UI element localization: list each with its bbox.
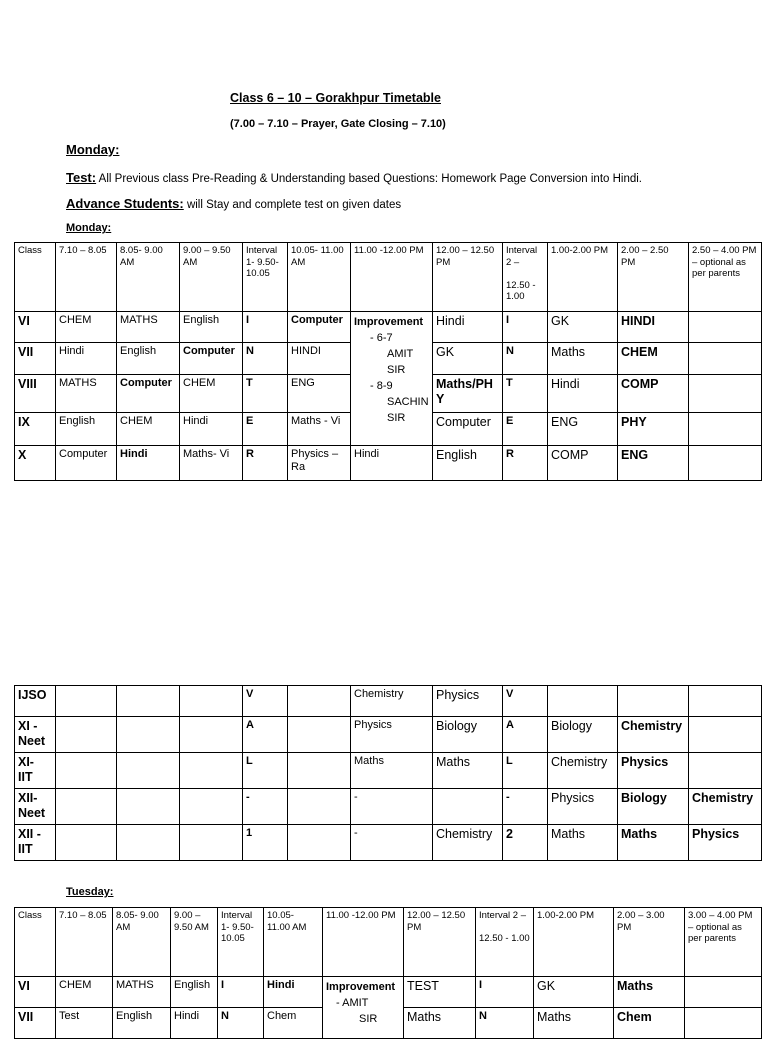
table-cell: English bbox=[117, 343, 180, 375]
header-cell: 2.50 – 4.00 PM – optional as per parents bbox=[689, 243, 762, 312]
class-cell: VII bbox=[15, 343, 56, 375]
class-cell: VI bbox=[15, 312, 56, 343]
table-cell: Hindi bbox=[56, 343, 117, 375]
header-row bbox=[15, 243, 762, 312]
table-cell: Maths bbox=[618, 825, 689, 861]
interval-cell: - bbox=[243, 789, 288, 825]
interval-cell: L bbox=[243, 753, 288, 789]
interval-cell: T bbox=[503, 375, 548, 413]
table-cell bbox=[180, 825, 243, 861]
header-cell: 1.00-2.00 PM bbox=[548, 243, 618, 312]
header-cell: 3.00 – 4.00 PM – optional as per parents bbox=[685, 908, 762, 977]
table-cell: CHEM bbox=[117, 413, 180, 446]
table-row bbox=[15, 753, 762, 789]
table-cell: Chemistry bbox=[433, 825, 503, 861]
table-cell bbox=[689, 753, 762, 789]
improvement-line: SACHIN bbox=[387, 396, 429, 408]
table-cell: Maths bbox=[614, 977, 685, 1008]
table-cell bbox=[180, 717, 243, 753]
table-cell: HINDI bbox=[618, 312, 689, 343]
interval-cell: R bbox=[503, 446, 548, 481]
interval-cell: I bbox=[243, 312, 288, 343]
table-row bbox=[15, 977, 762, 1008]
improvement-title: Improvement bbox=[326, 981, 396, 993]
header-cell: 10.05- 11.00 AM bbox=[264, 908, 323, 977]
table-cell: Hindi bbox=[433, 312, 503, 343]
header-cell: Interval 1- 9.50- 10.05 bbox=[243, 243, 288, 312]
table-cell: HINDI bbox=[288, 343, 351, 375]
class-cell: IJSO bbox=[15, 686, 56, 717]
table-cell: Maths/PHY bbox=[433, 375, 503, 413]
table-cell bbox=[56, 753, 117, 789]
tuesday-table-label: Tuesday: bbox=[66, 886, 114, 898]
table-cell: Biology bbox=[433, 717, 503, 753]
header-cell: 9.00 – 9.50 AM bbox=[180, 243, 243, 312]
table-cell: CHEM bbox=[618, 343, 689, 375]
table-cell: Hindi bbox=[351, 446, 433, 481]
interval-cell: A bbox=[503, 717, 548, 753]
header-cell: Class bbox=[15, 243, 56, 312]
header-cell: 2.00 – 2.50 PM bbox=[618, 243, 689, 312]
table-cell: Chem bbox=[264, 1008, 323, 1039]
table-cell: MATHS bbox=[56, 375, 117, 413]
table-cell: Maths bbox=[534, 1008, 614, 1039]
header-cell: 10.05- 11.00 AM bbox=[288, 243, 351, 312]
header-row bbox=[15, 908, 762, 977]
header-cell: 2.00 – 3.00 PM bbox=[614, 908, 685, 977]
table-cell bbox=[117, 717, 180, 753]
header-cell: 8.05- 9.00 AM bbox=[113, 908, 171, 977]
interval-cell: R bbox=[243, 446, 288, 481]
interval-cell: - bbox=[503, 789, 548, 825]
header-cell: 8.05- 9.00 AM bbox=[117, 243, 180, 312]
table-cell bbox=[689, 717, 762, 753]
table-cell: Biology bbox=[548, 717, 618, 753]
improvement-line: SIR bbox=[387, 364, 406, 376]
header-cell: 7.10 – 8.05 bbox=[56, 908, 113, 977]
interval-cell: I bbox=[503, 312, 548, 343]
table-cell: CHEM bbox=[56, 977, 113, 1008]
table-cell bbox=[548, 686, 618, 717]
class-cell: VII bbox=[15, 1008, 56, 1039]
improvement-line: SIR bbox=[359, 1013, 378, 1025]
class-cell: VIII bbox=[15, 375, 56, 413]
improvement-title: Improvement bbox=[354, 316, 424, 328]
table-cell: TEST bbox=[404, 977, 476, 1008]
monday-timetable bbox=[14, 242, 762, 481]
class-cell: X bbox=[15, 446, 56, 481]
table-cell: GK bbox=[433, 343, 503, 375]
interval-cell: E bbox=[243, 413, 288, 446]
page-title: Class 6 – 10 – Gorakhpur Timetable bbox=[230, 91, 441, 105]
table-cell: Maths bbox=[548, 825, 618, 861]
header-cell: Interval 2 – 12.50 - 1.00 bbox=[476, 908, 534, 977]
header-cell: 11.00 -12.00 PM bbox=[323, 908, 404, 977]
table-cell: Hindi bbox=[548, 375, 618, 413]
table-cell bbox=[117, 686, 180, 717]
table-cell bbox=[689, 446, 762, 481]
class-cell: XII - IIT bbox=[15, 825, 56, 861]
table-cell: Maths bbox=[351, 753, 433, 789]
table-cell: Computer bbox=[288, 312, 351, 343]
table-cell bbox=[180, 753, 243, 789]
table-cell: CHEM bbox=[180, 375, 243, 413]
table-cell: - bbox=[351, 825, 433, 861]
table-cell: English bbox=[171, 977, 218, 1008]
table-cell: CHEM bbox=[56, 312, 117, 343]
class-cell: IX bbox=[15, 413, 56, 446]
table-row bbox=[15, 446, 762, 481]
table-cell: Computer bbox=[56, 446, 117, 481]
class-cell: VI bbox=[15, 977, 56, 1008]
test-text: All Previous class Pre-Reading & Understanding based Questions: Homework Page Conversion into Hindi. bbox=[96, 173, 642, 185]
interval-cell: N bbox=[243, 343, 288, 375]
table-row bbox=[15, 717, 762, 753]
table-cell: Physics bbox=[548, 789, 618, 825]
table-cell: Chemistry bbox=[689, 789, 762, 825]
table-cell: Chemistry bbox=[548, 753, 618, 789]
header-cell: 7.10 – 8.05 bbox=[56, 243, 117, 312]
table-cell bbox=[618, 686, 689, 717]
table-cell: Test bbox=[56, 1008, 113, 1039]
improvement-cell bbox=[323, 977, 404, 1039]
table-cell: Hindi bbox=[180, 413, 243, 446]
table-cell: Maths- Vi bbox=[180, 446, 243, 481]
interval-cell: 2 bbox=[503, 825, 548, 861]
interval-cell: N bbox=[218, 1008, 264, 1039]
table-cell: COMP bbox=[618, 375, 689, 413]
table-cell bbox=[180, 686, 243, 717]
table-cell: Computer bbox=[180, 343, 243, 375]
table-cell: English bbox=[180, 312, 243, 343]
table-cell bbox=[689, 343, 762, 375]
table-cell: Chemistry bbox=[618, 717, 689, 753]
header-cell: 12.00 – 12.50 PM bbox=[433, 243, 503, 312]
table-cell bbox=[56, 825, 117, 861]
table-cell: COMP bbox=[548, 446, 618, 481]
table-cell: English bbox=[113, 1008, 171, 1039]
header-cell: 11.00 -12.00 PM bbox=[351, 243, 433, 312]
table-cell bbox=[56, 789, 117, 825]
monday-table-label: Monday: bbox=[66, 222, 112, 234]
table-cell bbox=[117, 825, 180, 861]
table-cell: Hindi bbox=[171, 1008, 218, 1039]
table-cell: Maths bbox=[404, 1008, 476, 1039]
tuesday-timetable bbox=[14, 907, 762, 1039]
improvement-cell bbox=[351, 312, 433, 446]
header-cell: Class bbox=[15, 908, 56, 977]
header-cell: 12.00 – 12.50 PM bbox=[404, 908, 476, 977]
table-cell: Computer bbox=[433, 413, 503, 446]
table-cell bbox=[685, 1008, 762, 1039]
table-cell: MATHS bbox=[113, 977, 171, 1008]
interval-cell: N bbox=[503, 343, 548, 375]
interval-cell: V bbox=[503, 686, 548, 717]
table-cell bbox=[288, 789, 351, 825]
class-cell: XI - Neet bbox=[15, 717, 56, 753]
interval-cell: E bbox=[503, 413, 548, 446]
table-cell bbox=[433, 789, 503, 825]
improvement-line: AMIT bbox=[387, 348, 414, 360]
table-cell bbox=[180, 789, 243, 825]
interval-cell: 1 bbox=[243, 825, 288, 861]
header-cell: Interval 1- 9.50- 10.05 bbox=[218, 908, 264, 977]
table-cell bbox=[685, 977, 762, 1008]
table-cell: Hindi bbox=[117, 446, 180, 481]
table-cell bbox=[56, 686, 117, 717]
table-cell bbox=[288, 825, 351, 861]
table-cell bbox=[56, 717, 117, 753]
table-cell bbox=[117, 789, 180, 825]
table-cell: - bbox=[351, 789, 433, 825]
table-cell: GK bbox=[534, 977, 614, 1008]
table-cell: Chemistry bbox=[351, 686, 433, 717]
table-cell: MATHS bbox=[117, 312, 180, 343]
table-cell bbox=[689, 312, 762, 343]
table-cell bbox=[689, 413, 762, 446]
interval-cell: A bbox=[243, 717, 288, 753]
test-label: Test: bbox=[66, 170, 97, 185]
table-cell: English bbox=[56, 413, 117, 446]
table-row bbox=[15, 312, 762, 343]
class-cell: XII- Neet bbox=[15, 789, 56, 825]
header-cell: 9.00 – 9.50 AM bbox=[171, 908, 218, 977]
interval-cell: N bbox=[476, 1008, 534, 1039]
table-cell: Maths - Vi bbox=[288, 413, 351, 446]
table-cell bbox=[689, 686, 762, 717]
table-cell bbox=[117, 753, 180, 789]
senior-timetable bbox=[14, 685, 762, 861]
table-cell: Maths bbox=[548, 343, 618, 375]
table-cell: GK bbox=[548, 312, 618, 343]
advance-text: will Stay and complete test on given dates bbox=[183, 199, 402, 211]
table-cell: Physics bbox=[689, 825, 762, 861]
table-cell: Chem bbox=[614, 1008, 685, 1039]
table-cell: Maths bbox=[433, 753, 503, 789]
table-cell bbox=[288, 717, 351, 753]
class-cell: XI- IIT bbox=[15, 753, 56, 789]
improvement-line: - 8-9 bbox=[370, 380, 393, 392]
improvement-line: SIR bbox=[387, 412, 406, 424]
table-row bbox=[15, 825, 762, 861]
test-line bbox=[66, 169, 642, 187]
interval-cell: I bbox=[218, 977, 264, 1008]
table-cell: Computer bbox=[117, 375, 180, 413]
table-row bbox=[15, 686, 762, 717]
table-cell: ENG bbox=[548, 413, 618, 446]
table-cell bbox=[288, 753, 351, 789]
table-cell: Physics bbox=[351, 717, 433, 753]
interval-cell: I bbox=[476, 977, 534, 1008]
table-cell bbox=[689, 375, 762, 413]
table-cell: PHY bbox=[618, 413, 689, 446]
table-cell: English bbox=[433, 446, 503, 481]
table-cell: Biology bbox=[618, 789, 689, 825]
table-row bbox=[15, 789, 762, 825]
interval-cell: V bbox=[243, 686, 288, 717]
table-cell: ENG bbox=[288, 375, 351, 413]
advance-label: Advance Students: bbox=[66, 196, 184, 211]
header-cell: 1.00-2.00 PM bbox=[534, 908, 614, 977]
table-cell: Physics bbox=[433, 686, 503, 717]
interval-cell: T bbox=[243, 375, 288, 413]
table-cell: Physics – Ra bbox=[288, 446, 351, 481]
table-cell: Physics bbox=[618, 753, 689, 789]
day-heading-monday: Monday: bbox=[66, 142, 120, 157]
page-subtitle: (7.00 – 7.10 – Prayer, Gate Closing – 7.10) bbox=[230, 118, 446, 130]
table-cell bbox=[288, 686, 351, 717]
header-cell: Interval 2 – 12.50 - 1.00 bbox=[503, 243, 548, 312]
table-cell: ENG bbox=[618, 446, 689, 481]
improvement-line: - AMIT bbox=[336, 997, 369, 1009]
interval-cell: L bbox=[503, 753, 548, 789]
improvement-line: - 6-7 bbox=[370, 332, 393, 344]
advance-line bbox=[66, 195, 401, 213]
table-cell: Hindi bbox=[264, 977, 323, 1008]
